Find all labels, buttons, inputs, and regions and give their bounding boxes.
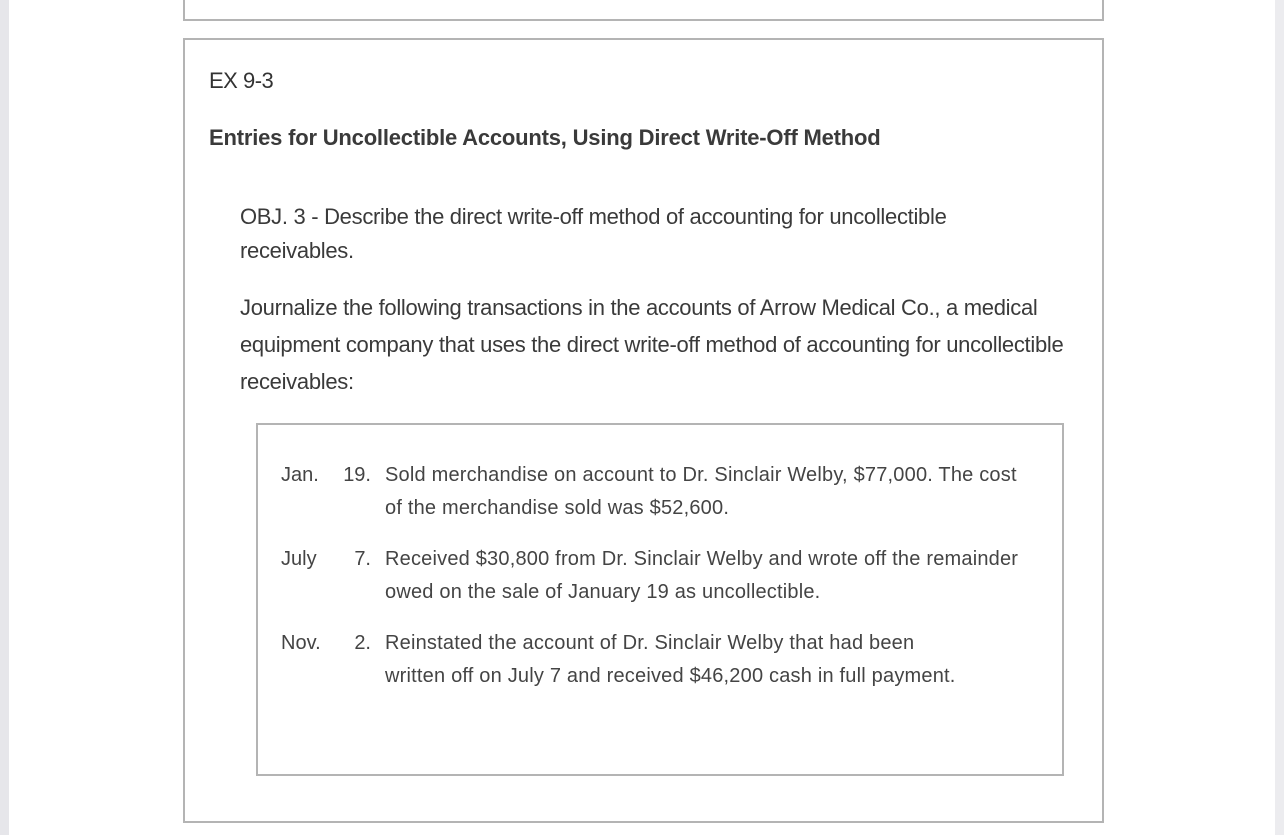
transaction-day: 7. [354, 548, 371, 570]
transaction-day: 19. [343, 464, 371, 486]
exercise-title: Entries for Uncollectible Accounts, Using Direct Write-Off Method [209, 125, 881, 150]
transaction-description: Sold merchandise on account to Dr. Sinclair Welby, $77,000. The cost of the merchandise sold was $52,600. [385, 464, 1017, 519]
left-edge-shadow [0, 0, 9, 835]
transaction-day: 2. [354, 632, 371, 654]
transactions-box [256, 423, 1064, 776]
previous-exercise-card [183, 0, 1104, 21]
right-edge-scrollbar[interactable] [1275, 0, 1284, 835]
learning-objective: OBJ. 3 - Describe the direct write-off method of accounting for uncollectible receivables. [240, 204, 947, 263]
transaction-month: Jan. [281, 464, 319, 486]
transaction-description: Received $30,800 from Dr. Sinclair Welby and wrote off the remainder owed on the sale of January 19 as uncollectible. [385, 548, 1019, 603]
transaction-month: Nov. [281, 632, 321, 654]
transaction-description: Reinstated the account of Dr. Sinclair Welby that had been written off on July 7 and received $46,200 cash in full payment. [385, 632, 956, 687]
exercise-card [183, 38, 1104, 823]
instructions: Journalize the following transactions in the accounts of Arrow Medical Co., a medical equipment company that uses the direct write-off method of accounting for uncollectible receivables: [240, 295, 1064, 394]
exercise-code: EX 9-3 [209, 68, 274, 93]
transaction-month: July [281, 548, 317, 570]
